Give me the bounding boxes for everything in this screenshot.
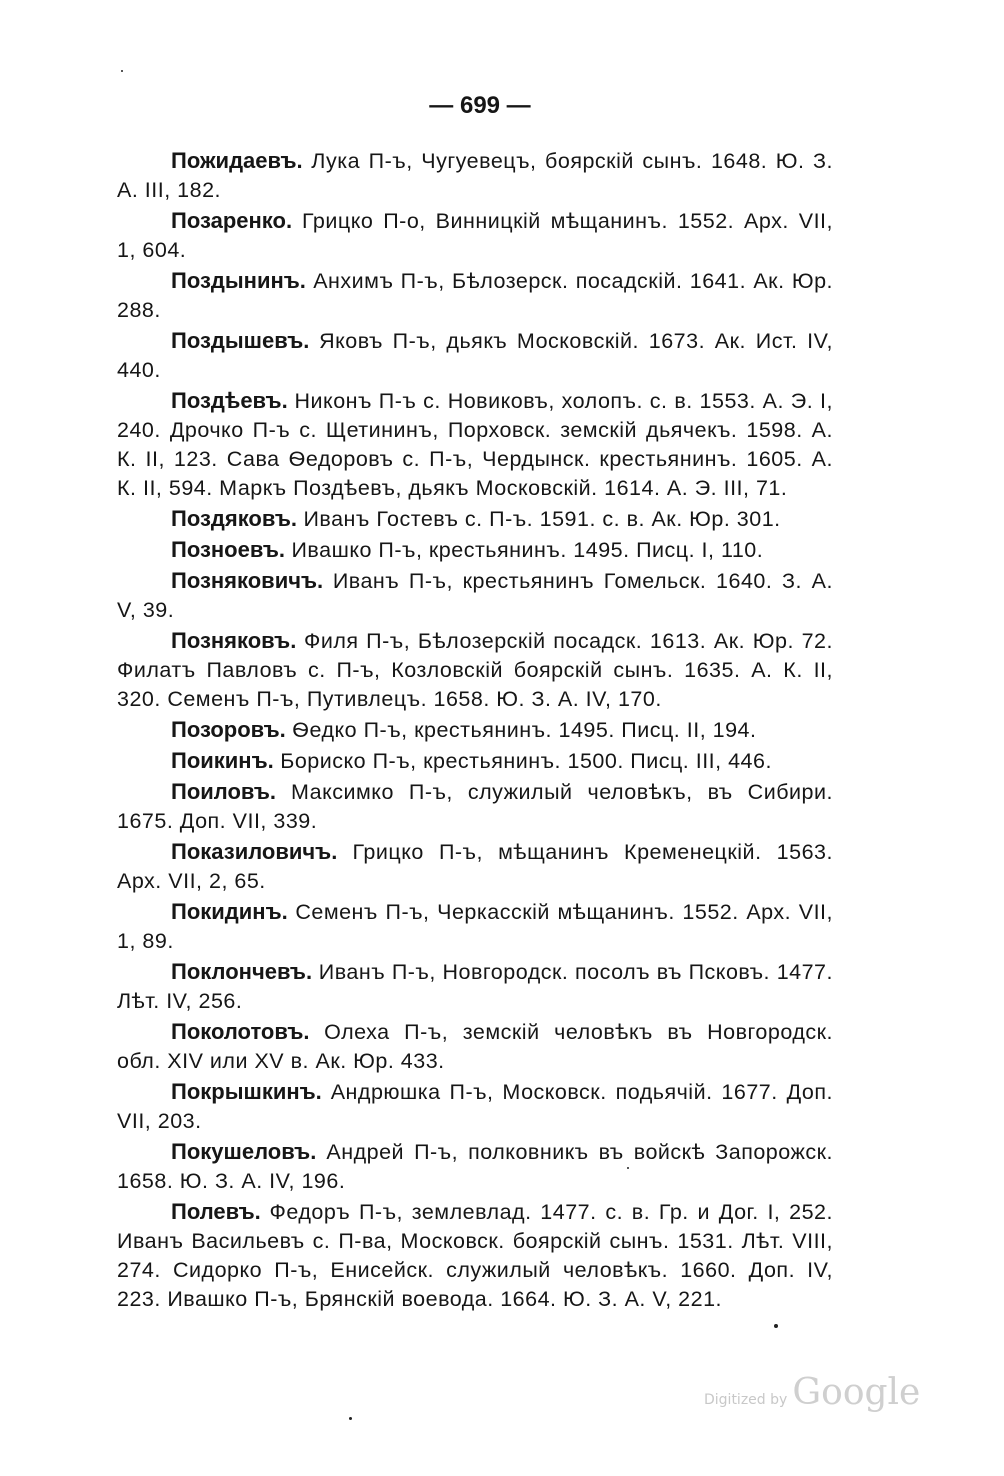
entry-headword: Покрышкинъ. [171,1079,322,1104]
entry [117,715,833,745]
entry-text: Грицко П-ъ, мѣщанинъ Кременецкій. 1563. Арх. VII, 2, 65. [117,840,833,893]
entry [117,746,833,776]
entry-text: Федоръ П-ъ, землевлад. 1477. с. в. Гр. и Дог. I, 252. Иванъ Васильевъ с. П-ва, Московск. боярскій сынъ. 1531. Лѣт. VIII, 274. Сидорко П-ъ, Енисейск. служилый человѣкъ. 1660. Доп. IV, 223. Ивашко П-ъ, Брянскій воевода. 1664. Ю. З. А. V, 221. [117,1200,833,1311]
entry-text: Филя П-ъ, Бѣлозерскій посадск. 1613. Ак. Юр. 72. Филатъ Павловъ с. П-ъ, Козловскій боярскій сынъ. 1635. А. К. II, 320. Семенъ П-ъ, Путивлецъ. 1658. Ю. З. А. IV, 170. [117,629,833,711]
entry-headword: Позноевъ. [171,537,285,562]
entry-text: Максимко П-ъ, служилый человѣкъ, въ Сибири. 1675. Доп. VII, 339. [117,780,833,833]
ink-speck [349,1417,352,1420]
ink-speck [627,1167,629,1169]
entry-text: Андрей П-ъ, полковникъ въ войскѣ Запорожск. 1658. Ю. З. А. IV, 196. [117,1140,833,1193]
entry-headword: Поздышевъ. [171,328,310,353]
watermark-prefix: Digitized by [704,1392,788,1408]
entry-headword: Позоровъ. [171,717,286,742]
entry [117,1017,833,1076]
entry-headword: Позняковичъ. [171,568,324,593]
entry-text: Бориско П-ъ, крестьянинъ. 1500. Писц. III, 446. [273,749,772,773]
entry-headword: Поздяковъ. [171,506,297,531]
entry-headword: Поклончевъ. [171,959,313,984]
entry-text: Анхимъ П-ъ, Бѣлозерск. посадскій. 1641. Ак. Юр. 288. [117,269,833,322]
entry-text: Ивашко П-ъ, крестьянинъ. 1495. Писц. I, 110. [285,538,764,562]
entry [117,535,833,565]
entry [117,326,833,385]
entry-headword: Поколотовъ. [171,1019,310,1044]
entry-text: Иванъ Гостевъ с. П-ъ. 1591. с. в. Ак. Юр. 301. [296,507,781,531]
entry-headword: Позняковъ. [171,628,297,653]
entry-headword: Пожидаевъ. [171,148,303,173]
entry-text: Лука П-ъ, Чугуевецъ, боярскій сынъ. 1648. Ю. З. А. III, 182. [117,149,833,202]
page-number: — 699 — [429,92,531,119]
entry-text: Семенъ П-ъ, Черкасскій мѣщанинъ. 1552. Арх. VII, 1, 89. [117,900,833,953]
dictionary-entries [117,146,833,1315]
entry [117,957,833,1016]
entry-text: Иванъ П-ъ, крестьянинъ Гомельск. 1640. З. А. V, 39. [117,569,833,622]
entry [117,1077,833,1136]
digitized-by-google-watermark [704,1372,920,1413]
entry [117,146,833,205]
entry [117,897,833,956]
entry [117,626,833,714]
entry-headword: Покушеловъ. [171,1139,317,1164]
ink-speck [774,1324,778,1328]
entry-headword: Показиловичъ. [171,839,338,864]
entry [117,1197,833,1314]
entry-headword: Поздынинъ. [171,268,306,293]
entry [117,1137,833,1196]
entry-text: Иванъ П-ъ, Новгородск. посолъ въ Псковъ. 1477. Лѣт. IV, 256. [117,960,833,1013]
entry-headword: Полевъ. [171,1199,261,1224]
entry [117,266,833,325]
entry [117,504,833,534]
entry [117,386,833,503]
entry-text: Грицко П-о, Винницкій мѣщанинъ. 1552. Арх. VII, 1, 604. [117,209,833,262]
entry-headword: Покидинъ. [171,899,288,924]
entry-text: Ѳедко П-ъ, крестьянинъ. 1495. Писц. II, 194. [285,718,757,742]
entry-text: Яковъ П-ъ, дьякъ Московскій. 1673. Ак. Ист. IV, 440. [117,329,833,382]
entry [117,837,833,896]
entry [117,206,833,265]
entry-headword: Поздѣевъ. [171,388,288,413]
entry [117,566,833,625]
entry-headword: Поиловъ. [171,779,277,804]
entry-text: Никонъ П-ъ с. Новиковъ, холопъ. с. в. 1553. А. Э. I, 240. Дрочко П-ъ с. Щетининъ, Порховск. земскій дьячекъ. 1598. А. К. II, 123. Сава Ѳедоровъ с. П-ъ, Чердынск. крестьянинъ. 1605. А. К. II, 594. Маркъ Поздѣевъ, дьякъ Московскій. 1614. А. Э. III, 71. [117,389,833,500]
ink-speck [121,70,123,72]
entry [117,777,833,836]
entry-headword: Поикинъ. [171,748,274,773]
entry-text: Андрюшка П-ъ, Московск. подьячій. 1677. Доп. VII, 203. [117,1080,833,1133]
entry-headword: Позаренко. [171,208,293,233]
entry-text: Олеха П-ъ, земскій человѣкъ въ Новгородск. обл. XIV или XV в. Ак. Юр. 433. [117,1020,833,1073]
google-logo: Google [792,1372,921,1413]
